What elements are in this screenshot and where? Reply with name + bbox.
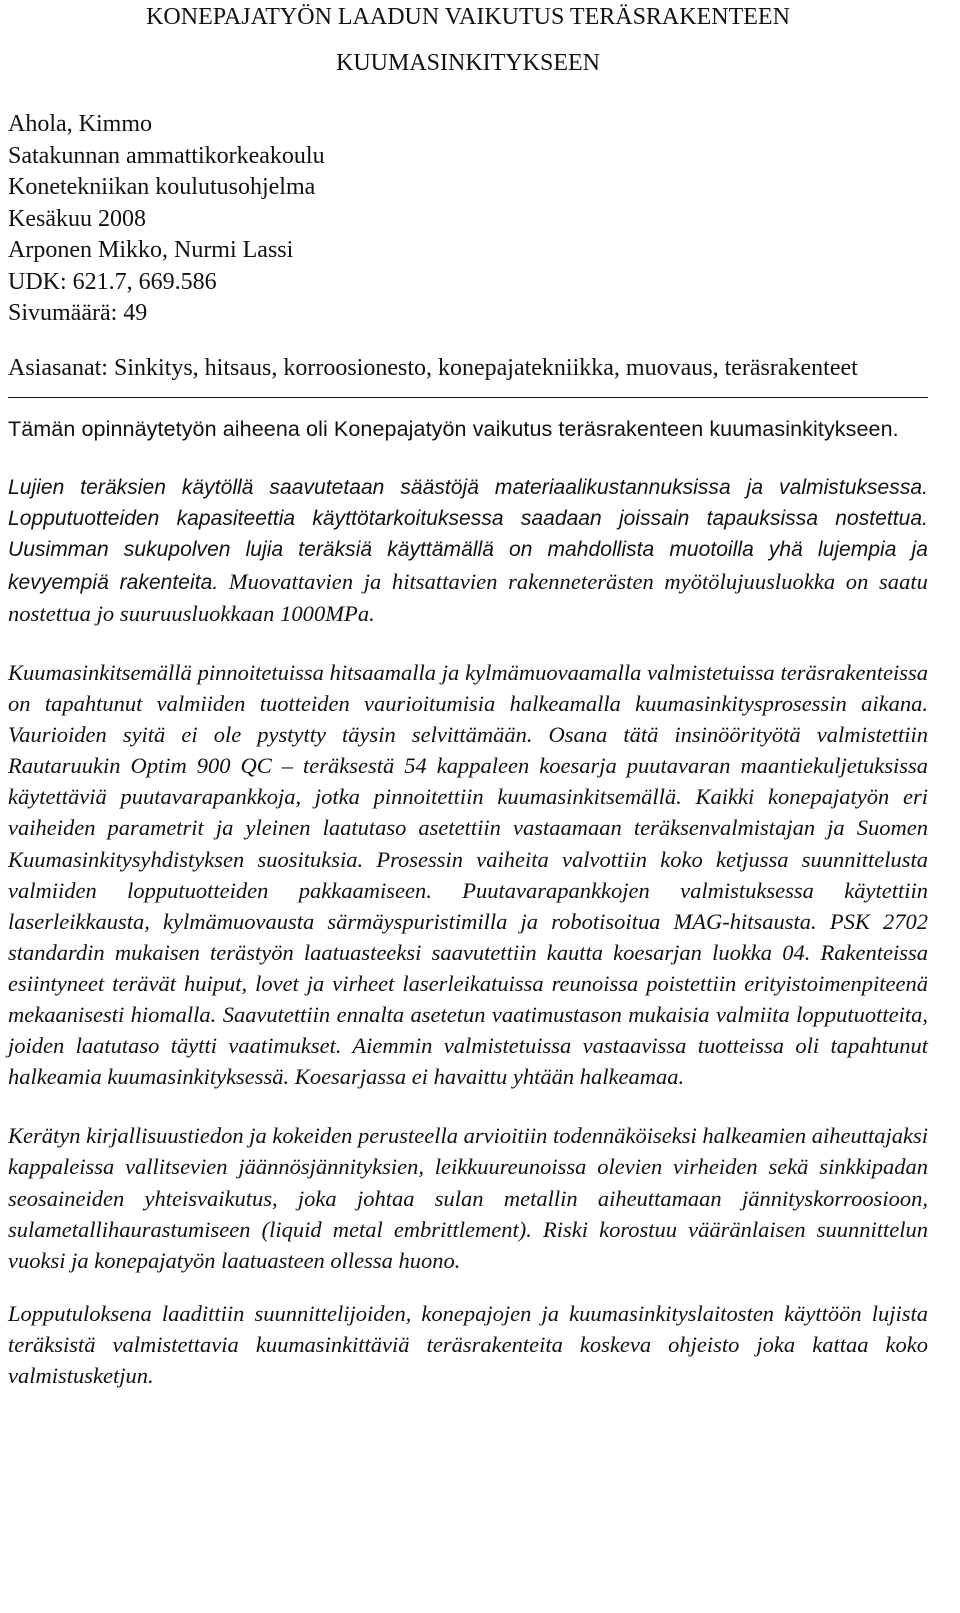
degree-program: Konetekniikan koulutusohjelma [8,174,316,200]
document-title-line-1: KONEPAJATYÖN LAADUN VAIKUTUS TERÄSRAKENTEEN [146,4,790,30]
abstract-paragraph-4: Lopputuloksena laadittiin suunnittelijoiden, konepajojen ja kuumasinkityslaitosten käyttöön lujista teräksistä valmistettavia kuumasinkittäviä teräsrakenteita koskeva ohjeisto joka kattaa koko valmistusketjun. [8,1301,928,1389]
document-page [8,0,928,1414]
metadata-block [8,109,928,330]
abstract-paragraph-1 [8,472,928,630]
divider [8,397,928,398]
school: Satakunnan ammattikorkeakoulu [8,142,325,169]
udk-code: UDK: 621.7, 669.586 [8,268,217,295]
page-count: Sivumäärä: 49 [8,300,148,326]
abstract-paragraph-1-sans: Lujien teräksien käytöllä saavutetaan säästöjä materiaalikustannuksissa ja valmistuksessa. Lopputuotteiden kapasiteettia käyttötarkoituksessa saadaan joissain tapauksissa nostettua. Uusimman sukupolven lujia teräksiä käyttämällä on mahdollista muotoilla yhä lujempia ja kevyempiä rakenteita. [8,476,928,594]
keywords: Asiasanat: Sinkitys, hitsaus, korroosionesto, konepajatekniikka, muovaus, teräsrakenteet [8,354,858,381]
document-title-line-2: KUUMASINKITYKSEEN [336,50,600,76]
date: Kesäkuu 2008 [8,205,146,232]
abstract-paragraph-2: Kuumasinkitsemällä pinnoitetuissa hitsaamalla ja kylmämuovaamalla valmistetuissa teräsrakenteissa on tapahtunut valmiiden tuotteiden vaurioitumisia halkeamalla kuumasinkitysprosessin aikana. Vaurioiden syitä ei ole pystytty täysin selvittämään. Osana tätä insinöörityötä valmistettiin Rautaruukin Optim 900 QC – teräksestä 54 kappaleen koesarja puutavaran maantiekuljetuksissa käytettäviä puutavarapankkoja, jotka pinnoitettiin kuumasinkitsemällä. Kaikki konepajatyön eri vaiheiden parametrit ja yleinen laatutaso asetettiin vastaamaan teräksenvalmistajan ja Suomen Kuumasinkitysyhdistyksen suosituksia. Prosessin vaiheita valvottiin koko ketjussa suunnittelusta valmiiden lopputuotteiden pakkaamiseen. Puutavarapankkojen valmistuksessa käytettiin laserleikkausta, kylmämuovausta särmäyspuristimilla ja robotisoitua MAG-hitsausta. PSK 2702 standardin mukaisen terästyön laatuasteeksi saavutettiin kautta koesarjan luokka 04. Rakenteissa esiintyneet terävät huiput, lovet ja virheet laserleikatuissa reunoissa poistettiin erityistoimenpiteenä mekaanisesti hiomalla. Saavutettiin ennalta asetetun vaatimustason mukaisia valmiita lopputuotteita, joiden laatutaso täytti vaatimukset. Aiemmin valmistetuissa vastaavissa tuotteissa oli tapahtunut halkeamia kuumasinkityksessä. Koesarjassa ei havaittu yhtään halkeamaa. [8,660,928,1090]
author: Ahola, Kimmo [8,111,152,137]
abstract-paragraph-1-serif: Muovattavien ja hitsattavien rakenneterästen myötölujuusluokka on saatu nostettua jo suuruusluokkaan 1000MPa. [8,568,928,626]
intro-paragraph: Tämän opinnäytetyön aiheena oli Konepajatyön vaikutus teräsrakenteen kuumasinkitykseen. [8,416,899,441]
abstract-paragraph-3: Kerätyn kirjallisuustiedon ja kokeiden perusteella arvioitiin todennäköiseksi halkeamien aiheuttajaksi kappaleissa vallitsevien jäännösjännityksien, leikkuureunoissa olevien virheiden sekä sinkkipadan seosaineiden yhteisvaikutus, joka johtaa sulan metallin aiheuttamaan jännityskorroosioon, sulametallihaurastumiseen (liquid metal embrittlement). Riski korostuu vääränlaisen suunnittelun vuoksi ja konepajatyön laatuasteen ollessa huono. [8,1123,928,1273]
supervisors: Arponen Mikko, Nurmi Lassi [8,237,294,263]
